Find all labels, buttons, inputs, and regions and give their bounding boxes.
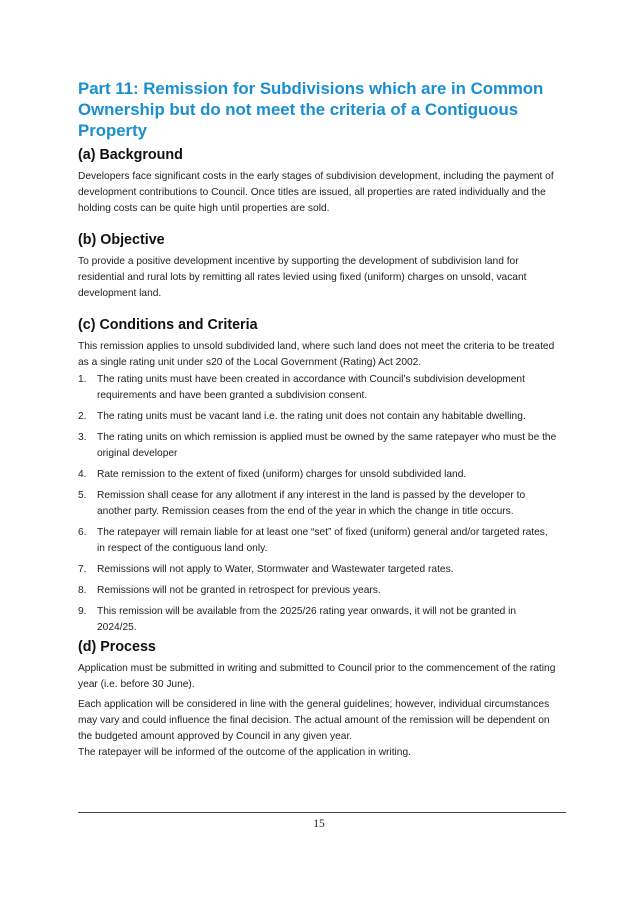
list-item-number: 9. <box>78 606 87 617</box>
list-item-number: 7. <box>78 564 87 575</box>
list-item <box>78 488 558 520</box>
list-item <box>78 409 558 425</box>
list-item-text: The rating units on which remission is applied must be owned by the same ratepayer who must be the original developer <box>97 432 557 459</box>
process-paragraph-1: Application must be submitted in writing and submitted to Council prior to the commencement of the rating year (i.e. before 30 June). <box>78 663 556 690</box>
list-item-number: 8. <box>78 585 87 596</box>
list-item-text: This remission will be available from the 2025/26 rating year onwards, it will not be granted in 2024/25. <box>97 606 517 633</box>
footer-divider <box>78 812 566 813</box>
list-item <box>78 525 558 557</box>
process-heading: (d) Process <box>78 639 156 655</box>
list-item <box>78 372 558 404</box>
objective-heading: (b) Objective <box>78 232 165 248</box>
page-number: 15 <box>313 818 325 830</box>
list-item-text: The rating units must have been created in accordance with Council’s subdivision development requirements and have been granted a subdivision consent. <box>97 374 525 401</box>
list-item <box>78 562 558 578</box>
list-item <box>78 430 558 462</box>
list-item <box>78 604 558 636</box>
list-item <box>78 467 558 483</box>
list-item-number: 5. <box>78 490 87 501</box>
conditions-intro: This remission applies to unsold subdivided land, where such land does not meet the criteria to be treated as a single rating unit under s20 of the Local Government (Rating) Act 2002. <box>78 341 555 368</box>
list-item-number: 6. <box>78 527 87 538</box>
list-item-number: 3. <box>78 432 87 443</box>
part-title: Part 11: Remission for Subdivisions which are in Common Ownership but do not meet the criteria of a Contiguous Property <box>78 79 544 140</box>
list-item-text: Rate remission to the extent of fixed (uniform) charges for unsold subdivided land. <box>97 469 467 480</box>
list-item-text: The rating units must be vacant land i.e. the rating unit does not contain any habitable dwelling. <box>97 411 526 422</box>
list-item <box>78 583 558 599</box>
background-text: Developers face significant costs in the early stages of subdivision development, including the payment of development contributions to Council. Once titles are issued, all properties are rated individually and the holding costs can be quite high until properties are sold. <box>78 171 554 214</box>
background-heading: (a) Background <box>78 147 183 163</box>
conditions-heading: (c) Conditions and Criteria <box>78 317 258 333</box>
objective-text: To provide a positive development incentive by supporting the development of subdivision land for residential and rural lots by remitting all rates levied using fixed (uniform) charges on unsold, vacant development land. <box>78 256 527 299</box>
list-item-number: 1. <box>78 374 87 385</box>
process-paragraph-3: The ratepayer will be informed of the outcome of the application in writing. <box>78 747 411 758</box>
list-item-text: Remission shall cease for any allotment if any interest in the land is passed by the developer to another party. Remission ceases from the end of the year in which the change in title occurs. <box>97 490 526 517</box>
list-item-text: Remissions will not apply to Water, Stormwater and Wastewater targeted rates. <box>97 564 454 575</box>
process-paragraph-2: Each application will be considered in line with the general guidelines; however, individual circumstances may vary and could influence the final decision. The actual amount of the remission will be dependent on the budgeted amount approved by Council in any given year. <box>78 699 550 742</box>
list-item-number: 2. <box>78 411 87 422</box>
list-item-text: The ratepayer will remain liable for at least one “set” of fixed (uniform) general and/or targeted rates, in respect of the contiguous land only. <box>97 527 548 554</box>
conditions-list <box>78 372 558 641</box>
list-item-number: 4. <box>78 469 87 480</box>
list-item-text: Remissions will not be granted in retrospect for previous years. <box>97 585 381 596</box>
